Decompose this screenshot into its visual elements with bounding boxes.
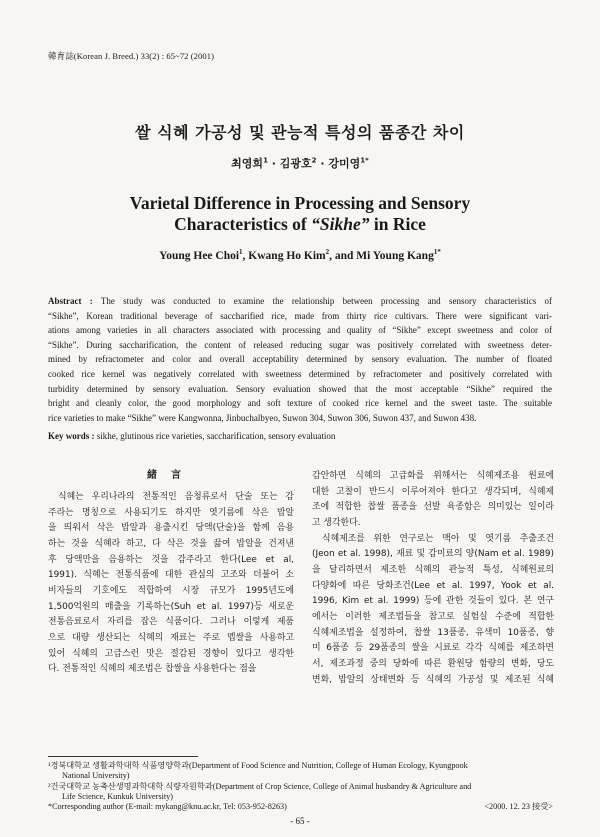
body-line: 미 6품종 등 29품종의 쌀을 시료로 각각 식혜를 제조하면 [312,643,554,654]
abstract-line: cooked rice kernel was negatively correlated with sweetness determined by refractometer and positively correlated with [48,368,552,379]
abstract-line-text: The study was conducted to examine the relationship between processing and sensory characteristics of [92,296,552,306]
author-english-1: Young Hee Choi [159,250,240,262]
footnote-affiliation-2: ²건국대학교 농축산생명과학대학 식량자원학과(Department of Crop Science, College of Animal husbandry & Agriculture and [48,781,472,791]
body-line: 1,500억원의 매출을 기록하는(Suh et al. 1997)등 새로운 [48,601,294,612]
body-line: 조에 적합한 찹쌀 품종을 선발 육종함은 의미있는 일이라 [312,502,554,513]
author-english-2-affiliation: 2 [325,248,330,257]
body-line: 식혜제조를 위한 연구로는 맥아 및 엿기름 추출조건 [322,533,554,544]
body-line: 하는 것을 식혜라 하고, 다 삭은 것을 끓여 밥알을 건져낸 [48,538,294,549]
author-separator: , [242,250,249,262]
footnotes [48,761,553,812]
footnote-corresponding-author: *Corresponding author (E-mail: mykang@knu.ac.kr, Tel: 053-952-8263) [48,802,287,812]
footnote-affiliation-2-cont: Life Science, Kunkuk University) [62,791,173,801]
author-english-1-affiliation: 1 [239,248,243,257]
keywords-label: Key words : [48,431,95,441]
author-korean-3: 강미영 [328,157,361,170]
body-line: 후 당액만을 음용하는 것을 감주라고 한다(Lee et al, [48,554,294,565]
title-english-line-2 [0,214,600,235]
author-separator: · [316,157,329,170]
journal-header: 韓育誌(Korean J. Breed.) 33(2) : 65~72 (2001) [48,51,215,61]
body-line: 변화, 밥알의 상태변화 등 식혜의 가공성 및 제조된 식혜 [312,674,554,685]
title-english-line-2-end: in Rice [369,214,426,234]
author-english-3: Mi Young Kang [356,250,434,262]
title-english-line-1: Varietal Difference in Processing and Sensory [129,193,471,213]
abstract-label: Abstract : [48,296,93,306]
keywords [48,431,335,441]
abstract-line: “Sikhe”, Korean traditional beverage of saccharified rice, made from thirty rice cultivars. There were significant vari- [48,310,552,321]
title-english-line-2-start: Characteristics of [174,214,312,234]
author-korean-2: 김광호 [279,157,312,170]
title-english [0,193,600,235]
title-english-sikhe: “Sikhe” [311,214,370,234]
body-line: 1991). 식혜는 전통식품에 대한 관심의 고조와 더불어 소 [48,570,294,581]
right-column [312,469,554,688]
body-line: 으로 대량 생산되는 식혜의 재료는 주로 멥쌀을 사용하고 [48,632,294,643]
body-line: 있어 식혜의 고급스런 맛은 절감된 경향이 있다고 생각한 [48,648,294,659]
body-line: 비자들의 기호에도 적합하여 시장 규모가 1995년도에 [48,585,294,596]
body-line: 서, 제조과정 중의 당화에 따른 환원당 함량의 변화, 당도 [312,658,554,669]
body-line: 을 띄워서 삭은 밥알과 용출시킨 당액(단술)을 함께 음용 [48,523,294,534]
body-line: 식혜는 우리나라의 전통적인 음청류로서 단술 또는 감 [58,492,294,502]
abstract-line: “Sikhe”. During saccharification, the content of released reducing sugar was positively correlated with sweetness deter- [48,339,552,350]
title-korean: 쌀 식혜 가공성 및 관능적 특성의 품종간 차이 [135,123,465,142]
left-column [48,490,294,678]
section-heading-introduction: 緒言 [147,470,195,481]
authors-korean [0,155,600,171]
body-line: 감안하면 식혜의 고급화를 위해서는 식혜제조용 원료에 [312,471,554,481]
footnote-received-date: <2000. 12. 23 接受> [484,802,553,812]
author-korean-3-affiliation: 1* [360,156,369,165]
body-line: 주라는 명칭으로 사용되기도 하지만 엿기름에 삭은 밥알 [48,507,294,518]
authors-english [0,250,600,262]
abstract [48,294,552,425]
body-line: (Jeon et al. 1998), 재료 및 감미료의 양(Nam et al. 1989) [312,549,554,560]
author-english-2: Kwang Ho Kim [248,250,326,262]
body-line: 1996, Kim et al. 1999) 등에 관한 것들이 있다. 본 연구 [312,596,554,607]
footnote-affiliation-1-cont: National University) [62,771,130,781]
body-line: 다양화에 따른 당화조건(Lee et al. 1997, Yook et al. [312,580,554,591]
body-line: 을 달리하면서 제조한 식혜의 관능적 특성, 식혜원료의 [312,564,554,575]
body-line: 에서는 이러한 제조법들을 참고로 실험실 수준에 적합한 [312,611,554,622]
author-english-3-affiliation: 1* [433,248,441,257]
abstract-line: rice varieties to make “Sikhe” were Kangwonna, Jinbuchalbyeo, Suwon 304, Suwon 306, Suwon 437, and Suwon 438. [48,412,477,423]
page-number: - 65 - [290,816,310,826]
abstract-line: mined by refractometer and color and overall acceptability determined by sensory evaluation. The number of floated [48,354,552,365]
author-korean-1-affiliation: 1 [263,156,268,165]
author-separator: · [267,157,280,170]
author-separator: , and [329,250,357,262]
footnote-divider [48,756,198,757]
keywords-text: sikhe, glutinous rice varieties, saccharification, sensory evaluation [94,431,336,441]
author-korean-1: 최영희 [231,157,264,170]
body-line: 다. 전통적인 식혜의 제조법은 찹쌀을 사용한다는 점을 [48,664,257,675]
abstract-line [48,294,552,309]
abstract-line: turbidity determined by sensory evaluation. Sensory evaluation showed that the most acceptable “Sikhe” required the [48,383,552,394]
footnote-corresponding-row [48,802,553,812]
body-line: 전통음료로서 자리를 잡은 식품이다. 그러나 이렇게 제품 [48,617,294,628]
body-line: 식혜제조법을 설정하여, 찹쌀 13품종, 유색미 10품종, 향 [312,627,554,638]
author-korean-2-affiliation: 2 [311,156,317,165]
body-line: 대한 고찰이 반드시 이루어져야 한다고 생각되며, 식혜제 [312,486,554,497]
footnote-affiliation-1: ¹경북대학교 생활과학대학 식품영양학과(Department of Food Science and Nutrition, College of Human Ecology, Kyungpook [48,761,468,770]
body-line: 고 생각한다. [312,517,361,528]
abstract-line: bright and cleanly color, the good morphology and soft texture of cooked rice kernel and the sweet taste. The suitable [48,398,552,409]
abstract-line: ations among varieties in all characters associated with processing and quality of “Sikhe” except sweetness and color of [48,325,552,336]
